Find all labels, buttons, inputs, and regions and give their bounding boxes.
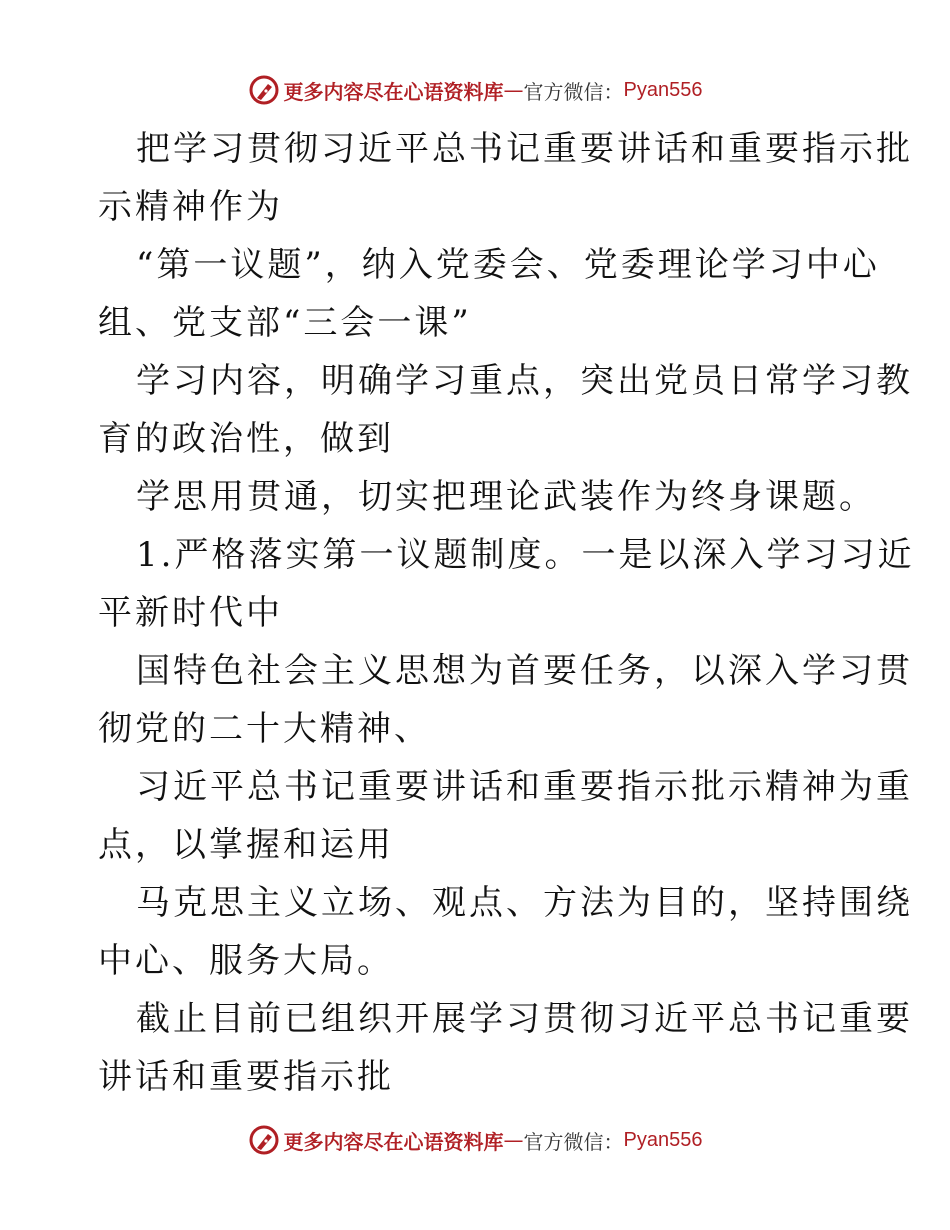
body-line: 育的政治性，做到 — [98, 419, 394, 459]
footer-wechat-label: 官方微信： — [523, 1129, 624, 1154]
body-line: 学思用贯通，切实把理论武装作为终身课题。 — [136, 477, 876, 517]
header-banner — [0, 70, 950, 110]
header-wechat-label: 官方微信： — [523, 79, 624, 104]
body-line: 讲话和重要指示批 — [98, 1057, 394, 1097]
footer-brand-text: 更多内容尽在心语资料库 — [283, 1129, 504, 1154]
header-separator: — — [503, 78, 524, 102]
footer-separator: — — [503, 1128, 524, 1152]
body-line: 中心、服务大局。 — [98, 941, 394, 981]
body-line: 示精神作为 — [98, 187, 283, 227]
body-line: 点，以掌握和运用 — [98, 825, 394, 865]
header-wechat-id: Pyan556 — [623, 78, 703, 101]
body-line: 1.严格落实第一议题制度。一是以深入学习习近 — [136, 535, 915, 575]
body-line: 国特色社会主义思想为首要任务，以深入学习贯 — [136, 651, 913, 691]
body-line: 马克思主义立场、观点、方法为目的，坚持围绕 — [136, 883, 913, 923]
body-line: 平新时代中 — [98, 593, 283, 633]
body-line: 把学习贯彻习近平总书记重要讲话和重要指示批 — [136, 129, 913, 169]
pen-nib-icon — [248, 74, 280, 106]
body-line: 截止目前已组织开展学习贯彻习近平总书记重要 — [136, 999, 913, 1039]
body-line: “第一议题”，纳入党委会、党委理论学习中心 — [136, 245, 880, 285]
pen-nib-icon — [248, 1124, 280, 1156]
footer-wechat-id: Pyan556 — [623, 1128, 703, 1151]
body-line: 学习内容，明确学习重点，突出党员日常学习教 — [136, 361, 913, 401]
document-body — [98, 120, 915, 1106]
body-line: 习近平总书记重要讲话和重要指示批示精神为重 — [136, 767, 913, 807]
footer-banner — [0, 1120, 950, 1160]
header-brand-text: 更多内容尽在心语资料库 — [283, 79, 504, 104]
body-line: 组、党支部“三会一课” — [98, 303, 472, 343]
body-line: 彻党的二十大精神、 — [98, 709, 431, 749]
